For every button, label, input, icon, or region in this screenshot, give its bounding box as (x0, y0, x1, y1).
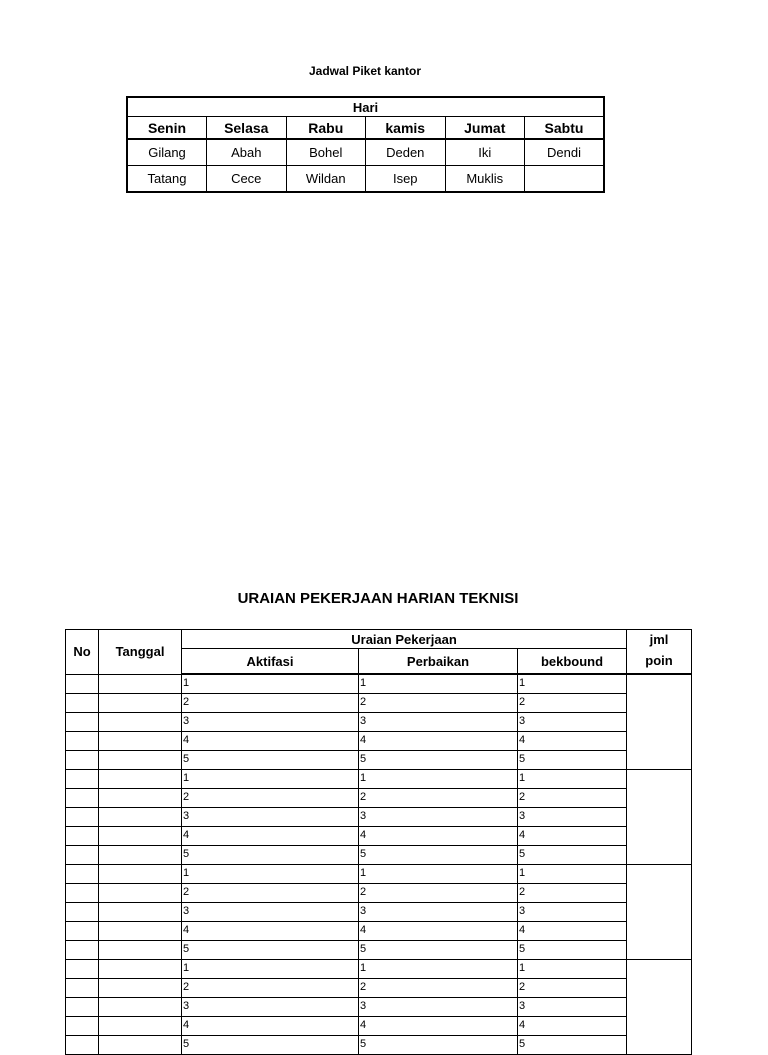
perbaikan-cell: 1 (359, 770, 518, 789)
piket-cell: Gilang (127, 139, 207, 166)
table-row (66, 1036, 692, 1055)
bekbound-cell: 3 (518, 713, 627, 732)
perbaikan-cell: 5 (359, 941, 518, 960)
table-row (66, 998, 692, 1017)
perbaikan-cell: 3 (359, 808, 518, 827)
day-header: Sabtu (525, 117, 605, 140)
piket-cell: Bohel (286, 139, 366, 166)
perbaikan-cell: 4 (359, 1017, 518, 1036)
no-cell (66, 1017, 99, 1036)
tanggal-cell (99, 1036, 182, 1055)
bekbound-cell: 1 (518, 770, 627, 789)
tanggal-cell (99, 713, 182, 732)
poin-cell (627, 770, 692, 865)
tanggal-cell (99, 846, 182, 865)
perbaikan-cell: 2 (359, 884, 518, 903)
tanggal-cell (99, 694, 182, 713)
perbaikan-cell: 3 (359, 998, 518, 1017)
day-header: Rabu (286, 117, 366, 140)
no-cell (66, 808, 99, 827)
perbaikan-cell: 5 (359, 751, 518, 770)
piket-header-row (127, 97, 604, 117)
aktifasi-cell: 2 (182, 694, 359, 713)
tanggal-cell (99, 732, 182, 751)
no-cell (66, 713, 99, 732)
hari-header: Hari (127, 97, 604, 117)
table-row (66, 1017, 692, 1036)
no-cell (66, 865, 99, 884)
aktifasi-cell: 1 (182, 674, 359, 694)
aktifasi-cell: 3 (182, 998, 359, 1017)
col-no-header: No (66, 630, 99, 675)
col-bekbound-header: bekbound (518, 649, 627, 675)
bekbound-cell: 5 (518, 1036, 627, 1055)
table-row (66, 903, 692, 922)
bekbound-cell: 3 (518, 808, 627, 827)
table-row (66, 751, 692, 770)
piket-cell: Iki (445, 139, 525, 166)
bekbound-cell: 2 (518, 979, 627, 998)
tanggal-cell (99, 1017, 182, 1036)
table-row (66, 674, 692, 694)
tanggal-cell (99, 808, 182, 827)
table-row (66, 865, 692, 884)
piket-table (126, 96, 605, 193)
col-uraian-header: Uraian Pekerjaan (182, 630, 627, 649)
uraian-title: URAIAN PEKERJAAN HARIAN TEKNISI (237, 590, 519, 607)
no-cell (66, 941, 99, 960)
piket-row (127, 139, 604, 166)
bekbound-cell: 1 (518, 674, 627, 694)
table-row (66, 694, 692, 713)
tanggal-cell (99, 960, 182, 979)
bekbound-cell: 5 (518, 846, 627, 865)
day-header: Senin (127, 117, 207, 140)
table-row (66, 789, 692, 808)
piket-cell: Wildan (286, 166, 366, 193)
no-cell (66, 979, 99, 998)
day-header: kamis (366, 117, 446, 140)
piket-cell: Cece (207, 166, 287, 193)
aktifasi-cell: 5 (182, 751, 359, 770)
tanggal-cell (99, 789, 182, 808)
table-row (66, 922, 692, 941)
tanggal-cell (99, 865, 182, 884)
poin-cell (627, 960, 692, 1055)
perbaikan-cell: 1 (359, 960, 518, 979)
aktifasi-cell: 2 (182, 884, 359, 903)
col-perbaikan-header: Perbaikan (359, 649, 518, 675)
col-tanggal-header: Tanggal (99, 630, 182, 675)
piket-title: Jadwal Piket kantor (308, 64, 422, 78)
aktifasi-cell: 4 (182, 922, 359, 941)
tanggal-cell (99, 674, 182, 694)
poin-cell (627, 865, 692, 960)
no-cell (66, 998, 99, 1017)
table-row (66, 884, 692, 903)
aktifasi-cell: 1 (182, 770, 359, 789)
perbaikan-cell: 4 (359, 827, 518, 846)
piket-cell: Tatang (127, 166, 207, 193)
table-row (66, 808, 692, 827)
tanggal-cell (99, 979, 182, 998)
table-row (66, 827, 692, 846)
aktifasi-cell: 3 (182, 903, 359, 922)
no-cell (66, 732, 99, 751)
tanggal-cell (99, 922, 182, 941)
aktifasi-cell: 3 (182, 808, 359, 827)
bekbound-cell: 5 (518, 941, 627, 960)
perbaikan-cell: 3 (359, 903, 518, 922)
no-cell (66, 674, 99, 694)
bekbound-cell: 4 (518, 922, 627, 941)
perbaikan-cell: 4 (359, 922, 518, 941)
bekbound-cell: 5 (518, 751, 627, 770)
tanggal-cell (99, 751, 182, 770)
day-header: Jumat (445, 117, 525, 140)
perbaikan-cell: 1 (359, 865, 518, 884)
bekbound-cell: 4 (518, 1017, 627, 1036)
aktifasi-cell: 3 (182, 713, 359, 732)
bekbound-cell: 2 (518, 694, 627, 713)
no-cell (66, 751, 99, 770)
piket-cell: Muklis (445, 166, 525, 193)
col-aktifasi-header: Aktifasi (182, 649, 359, 675)
perbaikan-cell: 1 (359, 674, 518, 694)
bekbound-cell: 2 (518, 884, 627, 903)
table-row (66, 960, 692, 979)
aktifasi-cell: 5 (182, 1036, 359, 1055)
perbaikan-cell: 3 (359, 713, 518, 732)
perbaikan-cell: 2 (359, 789, 518, 808)
aktifasi-cell: 5 (182, 846, 359, 865)
perbaikan-cell: 5 (359, 1036, 518, 1055)
no-cell (66, 789, 99, 808)
bekbound-cell: 3 (518, 903, 627, 922)
piket-days-row (127, 117, 604, 140)
piket-cell: Abah (207, 139, 287, 166)
perbaikan-cell: 5 (359, 846, 518, 865)
no-cell (66, 694, 99, 713)
perbaikan-cell: 4 (359, 732, 518, 751)
table-row (66, 732, 692, 751)
no-cell (66, 1036, 99, 1055)
tanggal-cell (99, 941, 182, 960)
tanggal-cell (99, 998, 182, 1017)
day-header: Selasa (207, 117, 287, 140)
poin-cell (627, 674, 692, 770)
aktifasi-cell: 2 (182, 789, 359, 808)
uraian-table (65, 629, 692, 1055)
tanggal-cell (99, 884, 182, 903)
table-row (66, 713, 692, 732)
piket-cell: Deden (366, 139, 446, 166)
uraian-body (66, 674, 692, 1055)
bekbound-cell: 4 (518, 732, 627, 751)
tanggal-cell (99, 903, 182, 922)
no-cell (66, 827, 99, 846)
table-row (66, 846, 692, 865)
table-row (66, 770, 692, 789)
col-jml-header: jml (627, 630, 692, 649)
tanggal-cell (99, 770, 182, 789)
bekbound-cell: 1 (518, 865, 627, 884)
aktifasi-cell: 5 (182, 941, 359, 960)
table-row (66, 941, 692, 960)
aktifasi-cell: 4 (182, 732, 359, 751)
table-row (66, 979, 692, 998)
piket-row (127, 166, 604, 193)
bekbound-cell: 3 (518, 998, 627, 1017)
aktifasi-cell: 2 (182, 979, 359, 998)
no-cell (66, 922, 99, 941)
no-cell (66, 884, 99, 903)
no-cell (66, 903, 99, 922)
piket-cell (525, 166, 605, 193)
piket-cell: Isep (366, 166, 446, 193)
piket-cell: Dendi (525, 139, 605, 166)
col-poin-header: poin (627, 649, 692, 675)
aktifasi-cell: 1 (182, 865, 359, 884)
perbaikan-cell: 2 (359, 694, 518, 713)
aktifasi-cell: 1 (182, 960, 359, 979)
bekbound-cell: 2 (518, 789, 627, 808)
no-cell (66, 960, 99, 979)
bekbound-cell: 1 (518, 960, 627, 979)
aktifasi-cell: 4 (182, 1017, 359, 1036)
aktifasi-cell: 4 (182, 827, 359, 846)
tanggal-cell (99, 827, 182, 846)
bekbound-cell: 4 (518, 827, 627, 846)
perbaikan-cell: 2 (359, 979, 518, 998)
no-cell (66, 770, 99, 789)
no-cell (66, 846, 99, 865)
